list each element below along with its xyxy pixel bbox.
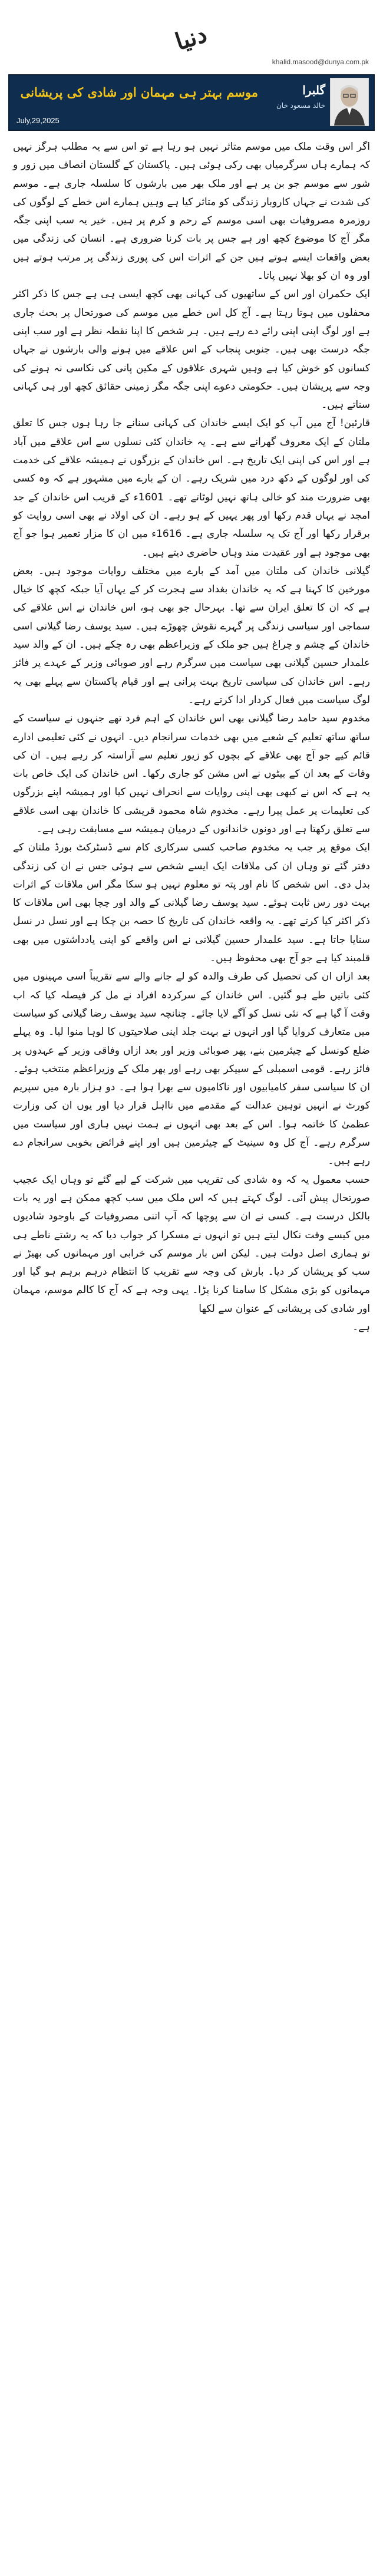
- masthead: [0, 0, 383, 74]
- column-headline: موسم بہتر ہی مہمان اور شادی کی پریشانی: [20, 85, 258, 100]
- article-paragraph: گیلانی خاندان کی ملتان میں آمد کے بارے میں مختلف روایات موجود ہیں۔ بعض مورخین کا کہنا ہے کہ یہ خاندان بغداد سے ہجرت کر کے یہاں آیا جبکہ کچھ کا خیال ہے کہ ان کا تعلق ایران سے تھا۔ بہرحال جو بھی ہو، اس خاندان نے اس علاقے کی سماجی اور سیاسی زندگی پر گہرے نقوش چھوڑے ہیں۔ سید یوسف رضا گیلانی اسی خاندان کے چشم و چراغ ہیں جو ملک کے وزیراعظم بھی رہ چکے ہیں۔ ان کے والد سید علمدار حسین گیلانی بھی سیاست میں سرگرم رہے اور صوبائی وزیر کے عہدے پر فائز رہے۔ اس خاندان کی سیاسی تاریخ بہت پرانی ہے اور قیام پاکستان سے پہلے بھی یہ لوگ سیاست میں فعال کردار ادا کرتے رہے۔: [13, 565, 370, 706]
- author-portrait-icon: [331, 78, 368, 126]
- article-paragraph: ایک موقع پر جب یہ مخدوم صاحب کسی سرکاری کام سے ڈسٹرکٹ بورڈ ملتان کے دفتر گئے تو وہاں ان کی ملاقات ایک ایسے شخص سے ہوئی جس نے ان کی زندگی بدل دی۔ اس شخص کا نام اور پتہ تو معلوم نہیں ہو سکا مگر اس ملاقات کے اثرات بہت دور رس ثابت ہوئے۔ سید یوسف رضا گیلانی کے والد اور چچا بھی اس ملاقات کا ذکر اکثر کیا کرتے تھے۔ یہ واقعہ خاندان کی تاریخ کا حصہ بن چکا ہے اور نسل در نسل سنایا جاتا ہے۔ سید علمدار حسین گیلانی نے اس واقعے کو اپنی یادداشتوں میں بھی قلمبند کیا ہے جو آج بھی محفوظ ہیں۔: [13, 842, 370, 965]
- author-photo: [330, 78, 369, 126]
- author-block: [266, 80, 325, 124]
- article-paragraph: قارئین! آج میں آپ کو ایک ایسے خاندان کی کہانی سنانے جا رہا ہوں جس کا تعلق ملتان کے ایک معروف گھرانے سے ہے۔ یہ خاندان کئی نسلوں سے اس علاقے میں آباد ہے اور اس کی اپنی ایک تاریخ ہے۔ اس خاندان کے بزرگوں نے ہمیشہ علاقے کی خدمت کی اور لوگوں کے دکھ درد میں شریک رہے۔ ان کے بارے میں مشہور ہے کہ وہ کسی بھی ضرورت مند کو خالی ہاتھ نہیں لوٹاتے تھے۔ 1601ء کے قریب اس خاندان کے جد امجد نے یہاں قدم رکھا اور پھر یہیں کے ہو رہے۔ ان کی اولاد نے بھی اسی روایت کو برقرار رکھا اور آج تک یہ سلسلہ جاری ہے۔ 1616ء میں ان کا مزار تعمیر ہوا جو آج بھی موجود ہے اور عقیدت مند وہاں حاضری دیتے ہیں۔: [13, 417, 370, 559]
- newspaper-logo: دنیا: [171, 19, 210, 56]
- author-name: خالد مسعود خان: [276, 101, 325, 110]
- article-body: [13, 138, 370, 1337]
- article-paragraph: ایک حکمران اور اس کے ساتھیوں کی کہانی بھی کچھ ایسی ہی ہے جس کا ذکر اکثر محفلوں میں ہوتا رہتا ہے۔ آج کل اس خطے میں موسم کی صورتحال پر بحث جاری ہے اور لوگ اپنی اپنی رائے دے رہے ہیں۔ ہر شخص کا اپنا نقطہ نظر ہے اور سب اپنی جگہ درست بھی ہیں۔ جنوبی پنجاب کے اس علاقے میں ہونے والی بارشوں نے جہاں کسانوں کو خوش کیا ہے وہیں شہری علاقوں کے مکین پانی کی نکاسی نہ ہونے کی وجہ سے پریشان ہیں۔ حکومتی دعوے اپنی جگہ مگر زمینی حقائق کچھ اور ہی کہانی سناتے ہیں۔: [13, 288, 370, 411]
- article-paragraph: اگر اس وقت ملک میں موسم متاثر نہیں ہو رہا ہے تو اس سے یہ مطلب ہرگز نہیں کہ ہمارے ہاں سرگرمیاں بھی رکی ہوئی ہیں۔ پاکستان کے گلستان انصاف میں زور و شور سے موسم جو بن پر ہے اور ملک بھر میں بارشوں کا سلسلہ جاری ہے۔ موسم کی شدت نے جہاں کاروبار زندگی کو متاثر کیا ہے وہیں ہمارے اس خطے کے لوگوں کی روزمرہ مصروفیات بھی اسی موسم کے رحم و کرم پر ہیں۔ خیر یہ سب اپنی جگہ مگر آج کا موضوع کچھ اور ہے جس پر بات کرنا ضروری ہے۔ انسان کی زندگی میں بعض واقعات ایسے ہوتے ہیں جن کے اثرات اس کی پوری زندگی پر مرتب ہوتے ہیں اور وہ ان کو بھلا نہیں پاتا۔: [13, 141, 370, 282]
- column-header: [8, 74, 375, 131]
- article-closing: ہے۔: [352, 1321, 370, 1333]
- author-email[interactable]: khalid.masood@dunya.com.pk: [272, 58, 369, 66]
- column-name: گلبرا: [302, 83, 325, 97]
- article-paragraph: حسب معمول یہ کہ وہ شادی کی تقریب میں شرکت کے لیے گئے تو وہاں ایک عجیب صورتحال پیش آئی۔ لوگ کہتے ہیں کہ اس ملک میں سب کچھ ممکن ہے اور یہ بات بالکل درست ہے۔ کسی نے ان سے پوچھا کہ آپ اتنی مصروفیات کے باوجود شادیوں میں کیسے وقت نکال لیتے ہیں تو انہوں نے مسکرا کر جواب دیا کہ یہ رشتے ناطے ہی تو ہماری اصل دولت ہیں۔ لیکن اس بار موسم کی خرابی اور مہمانوں کی بھیڑ نے سب کو پریشان کر دیا۔ بارش کی وجہ سے تقریب کا انتظام درہم برہم ہو گیا اور مہمانوں کو بڑی مشکل کا سامنا کرنا پڑا۔ یہی وجہ ہے کہ آج کا کالم موسم، مہمان اور شادی کی پریشانی کے عنوان سے لکھا: [13, 1173, 370, 1315]
- article-paragraph: مخدوم سید حامد رضا گیلانی بھی اس خاندان کے اہم فرد تھے جنہوں نے سیاست کے ساتھ ساتھ تعلیم کے شعبے میں بھی خدمات سرانجام دیں۔ انہوں نے کئی تعلیمی ادارے قائم کیے جو آج بھی علاقے کے بچوں کو زیور تعلیم سے آراستہ کر رہے ہیں۔ ان کی وفات کے بعد ان کے بیٹوں نے اس مشن کو جاری رکھا۔ اس خاندان کی ایک خاص بات یہ ہے کہ اس نے کبھی بھی اپنی روایات سے انحراف نہیں کیا اور ہمیشہ اپنے بزرگوں کی تعلیمات پر عمل پیرا رہے۔ مخدوم شاہ محمود قریشی کا خاندان بھی اسی علاقے سے تعلق رکھتا ہے اور دونوں خاندانوں کے درمیان ہمیشہ سے مسابقت رہی ہے۔: [13, 713, 370, 835]
- article-paragraph: بعد ازاں ان کی تحصیل کی طرف والدہ کو لے جانے والے سے تقریباً اسی مہینوں میں کئی باتیں طے ہو گئیں۔ اس خاندان کے سرکردہ افراد نے مل کر فیصلہ کیا کہ اب وقت آ گیا ہے کہ نئی نسل کو آگے لایا جائے۔ چنانچہ سید یوسف رضا گیلانی کو سیاست میں متعارف کروایا گیا اور انہوں نے بہت جلد اپنی صلاحیتوں کا لوہا منوا لیا۔ وہ پہلے ضلع کونسل کے چیئرمین بنے، پھر صوبائی وزیر اور بعد ازاں وفاقی وزیر کے عہدوں پر فائز رہے۔ قومی اسمبلی کے سپیکر بھی رہے اور پھر ملک کے وزیراعظم منتخب ہوئے۔ ان کا سیاسی سفر کامیابیوں اور ناکامیوں سے بھرا ہوا ہے۔ دو ہزار بارہ میں سپریم کورٹ نے انہیں توہین عدالت کے مقدمے میں نااہل قرار دیا اور یوں ان کی وزارت عظمیٰ کا خاتمہ ہوا۔ اس کے بعد بھی انہوں نے ہمت نہیں ہاری اور سیاست میں سرگرم رہے۔ آج کل وہ سینیٹ کے چیئرمین ہیں اور اپنے فرائض بخوبی سرانجام دے رہے ہیں۔: [13, 971, 370, 1167]
- publish-date: July,29,2025: [16, 116, 60, 125]
